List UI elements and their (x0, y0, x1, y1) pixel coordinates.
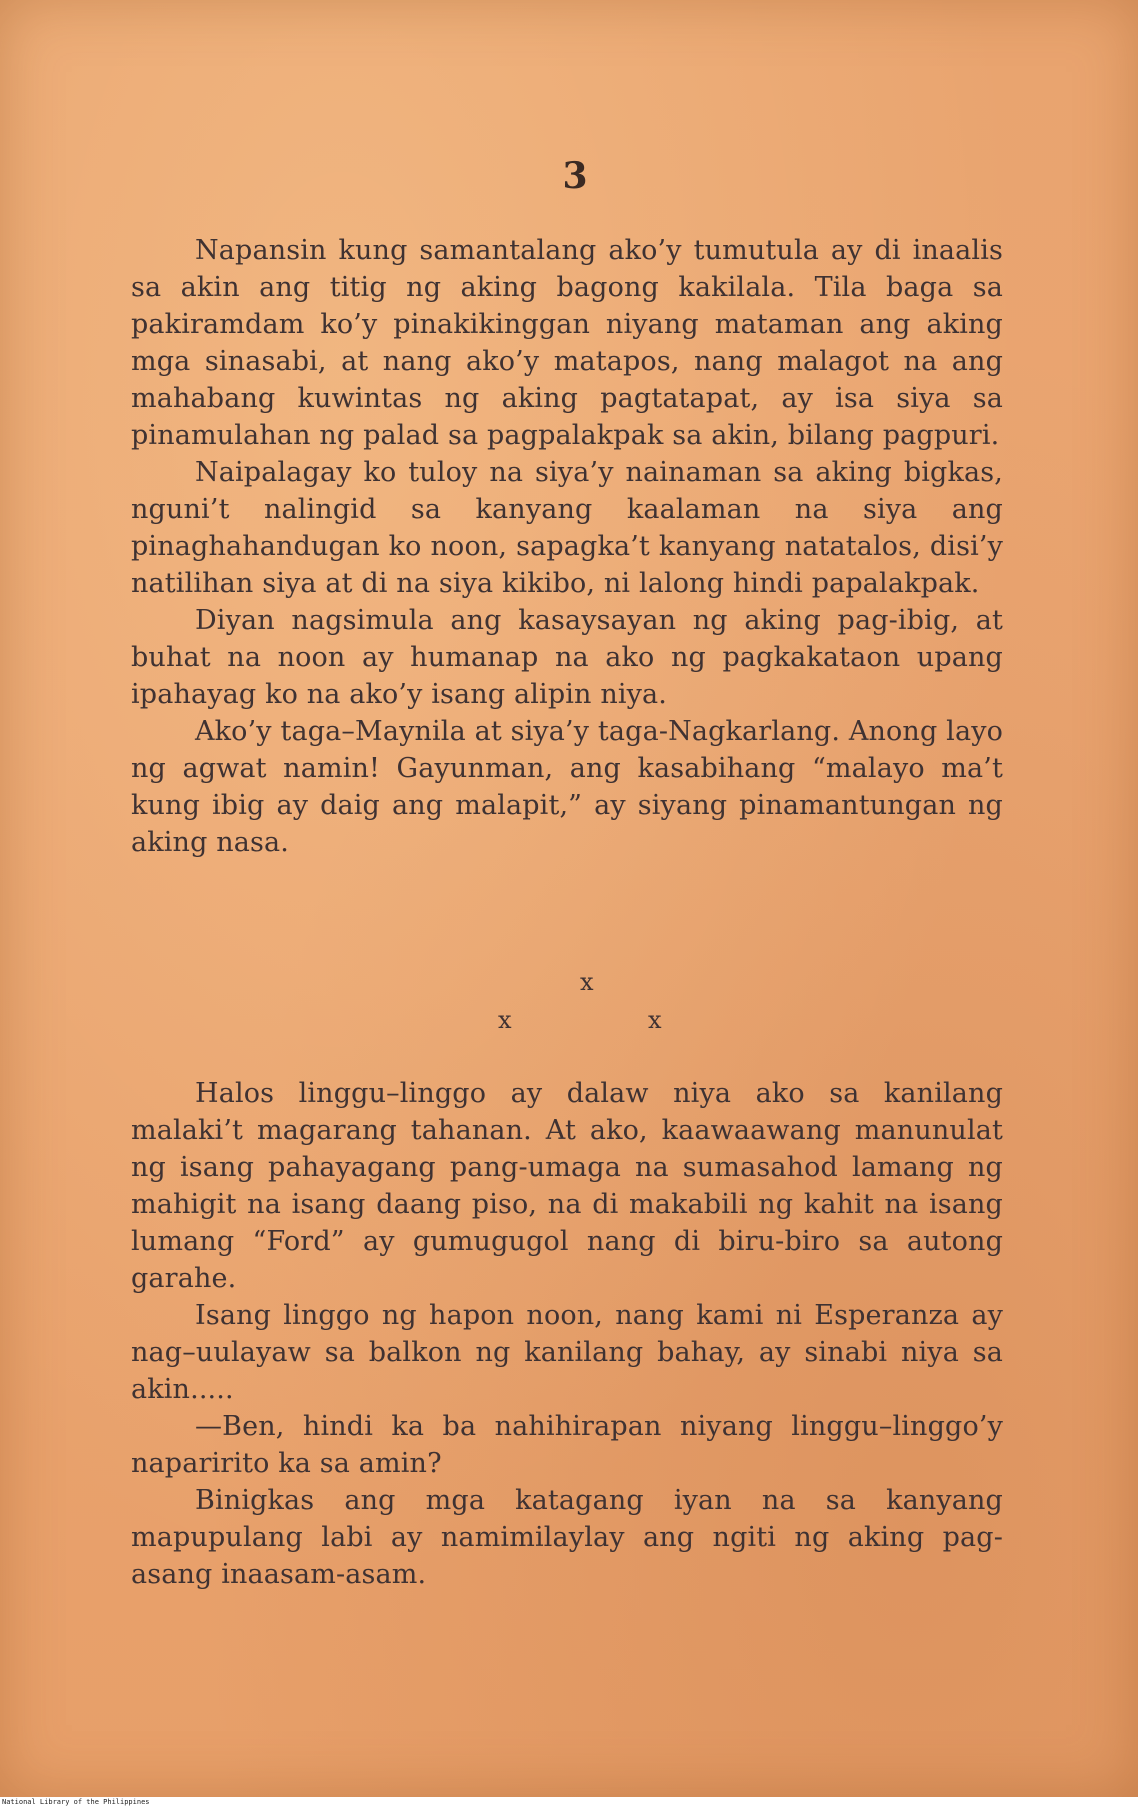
paragraph: Naipalagay ko tuloy na siya’y nainaman sa aking bigkas, nguni’t nalingid sa kanyang kaalaman na siya ang pinaghahandugan ko noon, sapagka’t kanyang natatalos, disi’y natilihan siya at di na siya kikibo, ni lalong hindi papalakpak. (131, 457, 1003, 599)
separator-mark: x (648, 1006, 662, 1034)
text-block-bottom (131, 1075, 1003, 1593)
paragraph: Halos linggu–linggo ay dalaw niya ako sa kanilang malaki’t magarang tahanan. At ako, kaawaawang manunulat ng isang pahayagang pang-umaga na sumasahod lamang ng mahigit na isang daang piso, na di makabili ng kahit na isang lumang “Ford” ay gumugugol nang di biru-biro sa autong garahe. (131, 1078, 1003, 1294)
paragraph: Binigkas ang mga katagang iyan na sa kanyang mapupulang labi ay namimilaylay ang ngiti ng aking pag-asang inaasam-asam. (131, 1485, 1003, 1590)
paragraph: Napansin kung samantalang ako’y tumutula ay di inaalis sa akin ang titig ng aking bagong kakilala. Tila baga sa pakiramdam ko’y pinakikinggan niyang mataman ang aking mga sinasabi, at nang ako’y matapos, nang malagot na ang mahabang kuwintas ng aking pagtatapat, ay isa siya sa pinamulahan ng palad sa pagpalakpak sa akin, bilang pagpuri. (131, 235, 1003, 451)
text-block-top (131, 232, 1003, 861)
separator-mark: x (498, 1006, 512, 1034)
paragraph: —Ben, hindi ka ba nahihirapan niyang linggu–linggo’y naparirito ka sa amin? (131, 1411, 1003, 1479)
section-separator (0, 968, 1138, 1058)
paragraph: Diyan nagsimula ang kasaysayan ng aking pag-ibig, at buhat na noon ay humanap na ako ng pagkakataon upang ipahayag ko na ako’y isang alipin niya. (131, 605, 1003, 710)
paragraph: Isang linggo ng hapon noon, nang kami ni Esperanza ay nag–uulayaw sa balkon ng kanilang bahay, ay sinabi niya sa akin..... (131, 1300, 1003, 1405)
library-credit: National Library of the Philippines (2, 1798, 150, 1806)
separator-mark: x (580, 968, 594, 996)
paragraph: Ako’y taga–Maynila at siya’y taga-Nagkarlang. Anong layo ng agwat namin! Gayunman, ang kasabihang “malayo ma’t kung ibig ay daig ang malapit,” ay siyang pinamantungan ng aking nasa. (131, 716, 1003, 858)
page-number: 3 (562, 155, 588, 197)
